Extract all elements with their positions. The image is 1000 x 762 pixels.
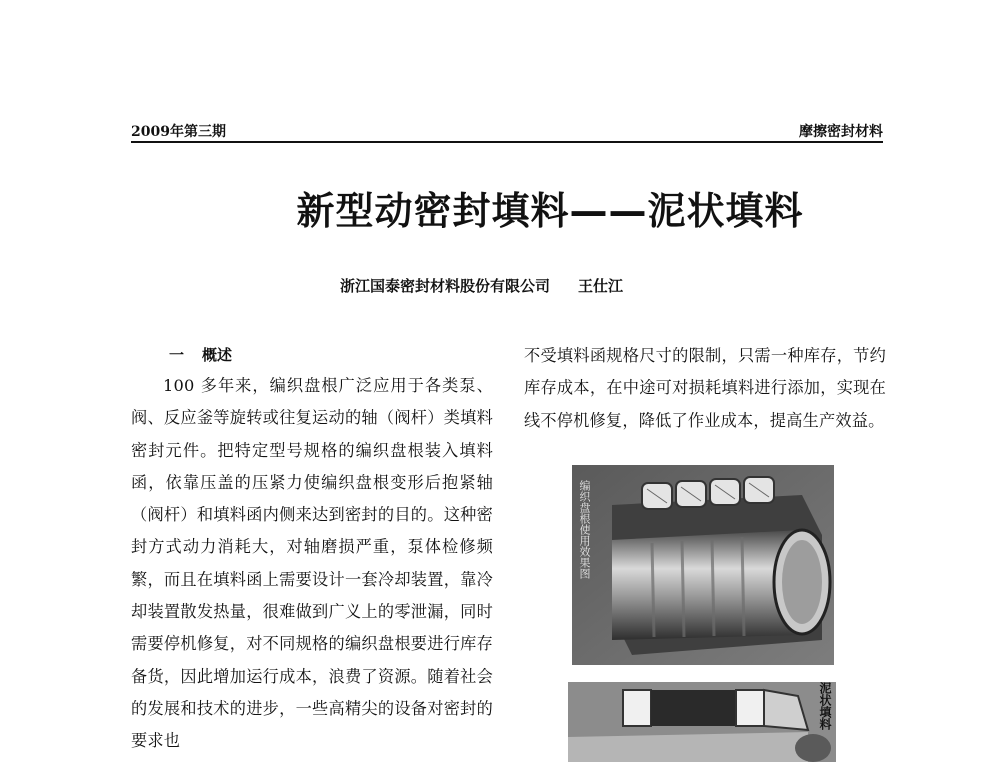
article-title: 新型动密封填料——泥状填料 [296, 189, 804, 233]
issue-label: 2009年第三期 [131, 124, 226, 140]
figure-1-caption [575, 480, 593, 579]
journal-name: 摩擦密封材料 [799, 124, 883, 140]
braided-packing-illustration [572, 465, 834, 665]
affiliation: 浙江国泰密封材料股份有限公司 [340, 277, 551, 295]
left-column [131, 340, 493, 758]
braided-packing-photo [572, 465, 834, 665]
body-paragraph-left: 100 多年来，编织盘根广泛应用于各类泵、阀、反应釜等旋转或往复运动的轴（阀杆）类填料密封元件。把特定型号规格的编织盘根装入填料函，依靠压盖的压紧力使编织盘根变形后抱紧轴（阀杆）和填料函内侧来达到密封的目的。这种密封方式动力消耗大，对轴磨损严重，泵体检修频繁，而且在填料函上需要设计一套冷却装置，靠冷却装置散发热量，很难做到广义上的零泄漏，同时需要停机修复，对不同规格的编织盘根要进行库存备货，因此增加运行成本，浪费了资源。随着社会的发展和技术的进步，一些高精尖的设备对密封的要求也 [131, 376, 493, 751]
header-rule [131, 141, 883, 143]
mud-packing-photo [568, 682, 836, 762]
section-number: 一 [169, 346, 185, 364]
byline [340, 275, 623, 296]
right-column [524, 340, 886, 437]
figure-1-caption-text: 编织盘根使用效果图 [578, 480, 591, 579]
figure-2-caption [815, 682, 835, 730]
body-paragraph-right: 不受填料函规格尺寸的限制，只需一种库存，节约库存成本，在中途可对损耗填料进行添加，实现在线不停机修复，降低了作业成本，提高生产效益。 [524, 346, 886, 430]
author: 王仕江 [578, 277, 624, 295]
mud-packing-illustration [568, 682, 836, 762]
section-heading [169, 340, 493, 370]
section-title: 概述 [202, 346, 233, 364]
figure-2-caption-text: 泥状填料 [818, 682, 832, 730]
